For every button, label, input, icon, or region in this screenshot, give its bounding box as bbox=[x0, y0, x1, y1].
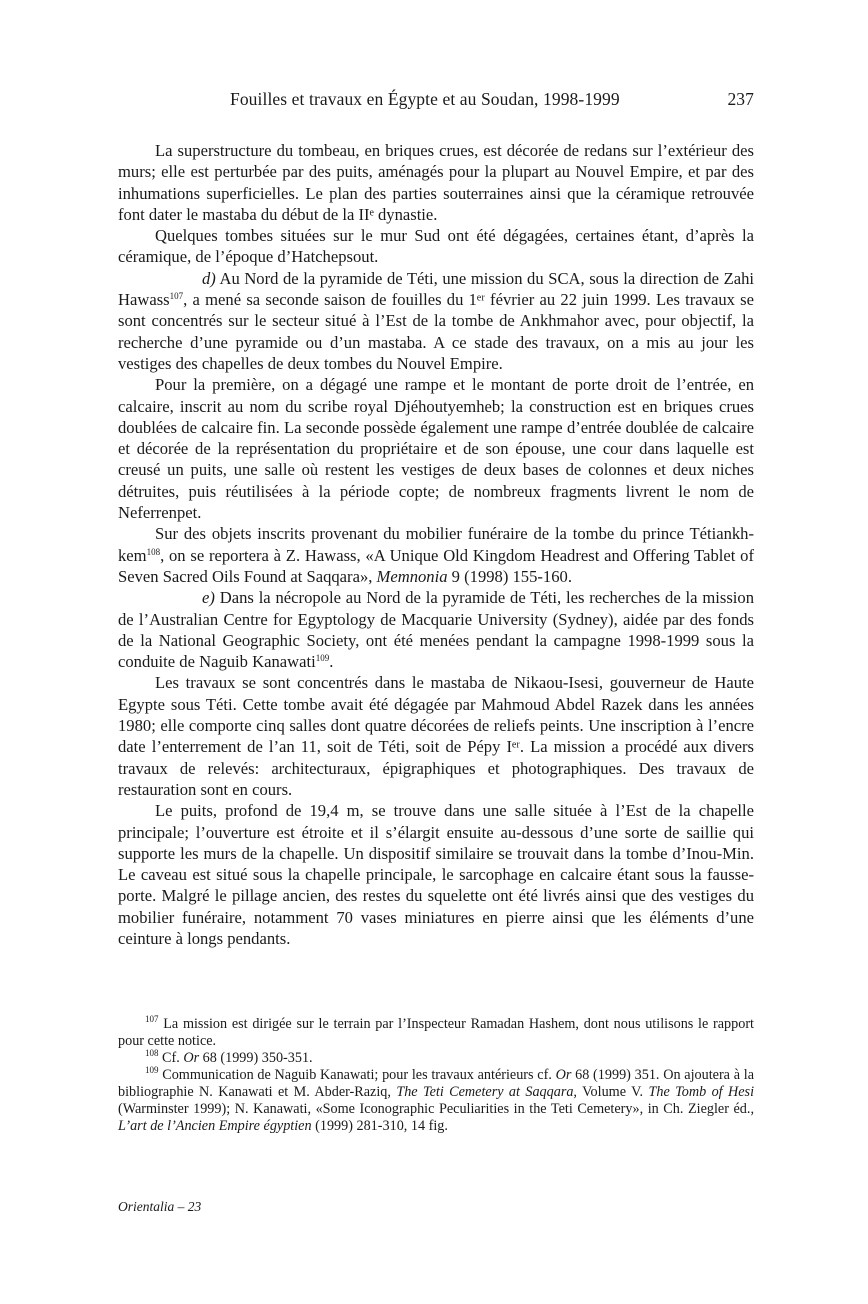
paragraph: d) Au Nord de la pyramide de Téti, une mission du SCA, sous la direction de Zahi Hawass$^{107}$, a mené sa seconde saison de fouilles du 1ᵉʳ février au 22 juin 1999. Les travaux se sont concentrés sur le secteur situé à l’Est de la tombe de Ankhmahor avec, pour objectif, la recherche d’une pyramide ou d’un mastaba. A ce stade des travaux, on a mis au jour les vestiges des chapelles de deux tombes du Nouvel Empire. bbox=[118, 268, 754, 373]
paragraph: Les travaux se sont concentrés dans le mastaba de Nikaou-Isesi, gouverneur de Haute Egypte sous Téti. Cette tombe avait été dégagée par Mahmoud Abdel Razek dans les années 1980; elle comporte cinq salles dont quatre décorées de reliefs peints. Une inscription à l’encre date l’enterrement de l’an 11, soit de Téti, soit de Pépy Iᵉʳ. La mission a procédé aux divers travaux de relevés: architecturaux, épigraphiques et photographiques. Des travaux de restauration sont en cours. bbox=[118, 673, 754, 799]
signature-mark: Orientalia – 23 bbox=[118, 1199, 202, 1214]
footnote-number: 109 bbox=[145, 1065, 159, 1075]
journal-title: Memnonia bbox=[376, 566, 448, 586]
footnote-number: 107 bbox=[145, 1014, 159, 1024]
paragraph: Le puits, profond de 19,4 m, se trouve dans une salle située à l’Est de la chapelle principale; l’ouverture est étroite et il s’élargit ensuite au-dessous d’une sorte de saillie qui supporte les murs de la chapelle. Un dispositif similaire se trouvait dans la tombe d’Inou-Min. Le caveau est situé sous la chapelle principale, le sarcophage en calcaire étant sous la fausse-porte. Malgré le pillage ancien, des restes du squelette ont été livrés ainsi que des vestiges du mobilier funéraire, notamment 70 vases miniatures en pierre ainsi que les éléments d’une ceinture à longs pendants. bbox=[118, 801, 754, 948]
section-letter: e) bbox=[202, 588, 215, 608]
running-header bbox=[118, 89, 754, 117]
page-number: 237 bbox=[727, 89, 754, 109]
paragraph: Sur des objets inscrits provenant du mobilier funéraire de la tombe du prince Tétiankh-kem$^{108}$, on se reportera à Z. Hawass, «A Unique Old Kingdom Headrest and Offering Tablet of Seven Sacred Oils Found at Saqqara», Memnonia 9 (1998) 155-160. bbox=[118, 524, 754, 586]
paragraph: Pour la première, on a dégagé une rampe et le montant de porte droit de l’entrée, en calcaire, inscrit au nom du scribe royal Djéhoutyemheb; la construction est en briques crues doublées de calcaire fin. La seconde possède également une rampe d’entrée doublée de calcaire et décorée de la représentation du propriétaire et de son épouse, une cour dans laquelle est creusé un puits, une salle où restent les vestiges de deux bases de colonnes et deux niches détruites, puis réutilisées à la période copte; de nombreux fragments livrent le nom de Neferrenpet. bbox=[118, 375, 754, 523]
footnote-ref: 107 bbox=[169, 291, 184, 302]
footnote: $^{107}$ La mission est dirigée sur le terrain par l’Inspecteur Ramadan Hashem, dont nous utilisons le rapport pour cette notice. bbox=[118, 1014, 754, 1049]
paragraph: e) Dans la nécropole au Nord de la pyramide de Téti, les recherches de la mission de l’Australian Centre for Egyptology de Macquarie University (Sydney), aidée par des fonds de la National Geographic Society, ont été menées pendant la campagne 1998-1999 sous la conduite de Naguib Kanawati$^{109}$. bbox=[118, 588, 754, 672]
paragraph: La superstructure du tombeau, en briques crues, est décorée de redans sur l’extérieur des murs; elle est perturbée par des puits, aménagés pour la plupart au Nouvel Empire, et par des inhumations superficielles. Le plan des parties souterraines ainsi que la céramique retrouvée font dater le mastaba du début de la IIᵉ dynastie. bbox=[118, 141, 754, 224]
section-letter: d) bbox=[202, 268, 216, 288]
footnotes bbox=[118, 1016, 754, 1135]
footnote-ref: 109 bbox=[315, 653, 330, 664]
paragraph: Quelques tombes situées sur le mur Sud ont été dégagées, certaines étant, d’après la céramique, de l’époque d’Hatchepsout. bbox=[118, 226, 754, 267]
footnote-number: 108 bbox=[145, 1048, 159, 1058]
footnote-ref: 108 bbox=[146, 546, 161, 557]
footnote: $^{109}$ Communication de Naguib Kanawati; pour les travaux antérieurs cf. Or 68 (1999) 351. On ajoutera à la bibliographie N. Kanawati et M. Abder-Raziq, The Teti Cemetery at Saqqara, Volume V. The Tomb of Hesi (Warminster 1999); N. Kanawati, «Some Iconographic Peculiarities in the Teti Cemetery», in Ch. Ziegler éd., L’art de l’Ancien Empire égyptien (1999) 281-310, 14 fig. bbox=[118, 1065, 755, 1134]
running-title: Fouilles et travaux en Égypte et au Soudan, 1998-1999 bbox=[230, 89, 620, 109]
body-text bbox=[118, 140, 754, 949]
footnote: $^{108}$ Cf. Or 68 (1999) 350-351. bbox=[145, 1048, 313, 1066]
